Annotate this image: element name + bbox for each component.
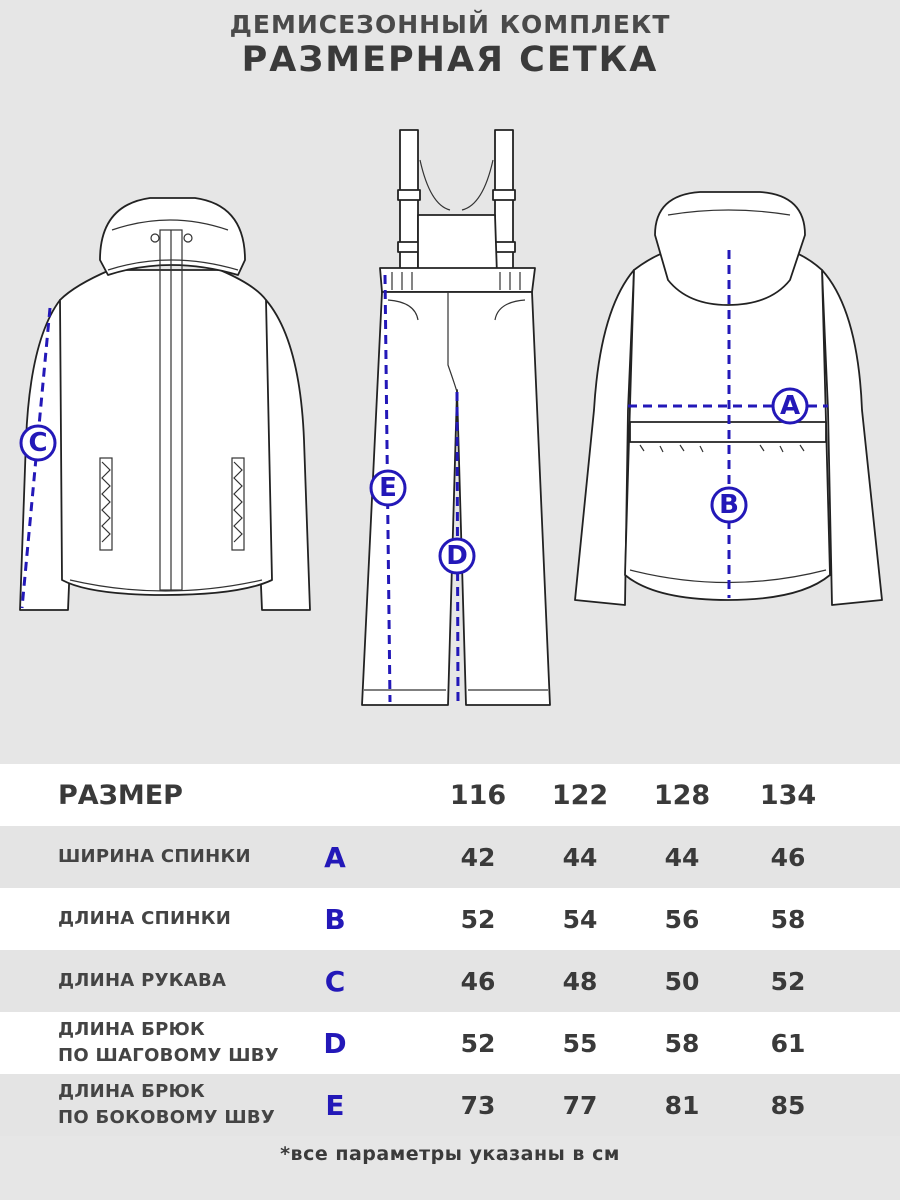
jacket-front-drawing bbox=[20, 198, 310, 610]
garment-svg bbox=[0, 110, 900, 760]
jacket-back-drawing bbox=[575, 192, 882, 605]
table-row-e bbox=[0, 1074, 900, 1136]
garment-drawings bbox=[0, 110, 900, 760]
row-value: 52 bbox=[770, 966, 806, 996]
row-value: 56 bbox=[664, 904, 700, 934]
row-label: ДЛИНА БРЮК ПО БОКОВОМУ ШВУ bbox=[58, 1081, 276, 1128]
table-row-d bbox=[0, 1012, 900, 1074]
row-letter: A bbox=[324, 840, 346, 874]
row-value: 73 bbox=[460, 1090, 496, 1120]
row-value: 85 bbox=[770, 1090, 806, 1120]
marker-b bbox=[712, 488, 746, 522]
row-letter: C bbox=[324, 964, 346, 998]
size-122: 122 bbox=[551, 779, 609, 811]
row-label: ДЛИНА БРЮК ПО ШАГОВОМУ ШВУ bbox=[58, 1019, 279, 1066]
size-table bbox=[0, 764, 900, 1136]
size-128: 128 bbox=[653, 779, 711, 811]
marker-c bbox=[21, 426, 55, 460]
bib-pants-drawing bbox=[362, 130, 550, 705]
row-value: 52 bbox=[460, 1028, 496, 1058]
row-value: 77 bbox=[562, 1090, 598, 1120]
size-116: 116 bbox=[449, 779, 507, 811]
row-value: 50 bbox=[664, 966, 700, 996]
row-value: 44 bbox=[664, 842, 700, 872]
svg-text:A: A bbox=[779, 391, 801, 421]
row-letter: D bbox=[323, 1026, 347, 1060]
table-row-b bbox=[0, 888, 900, 950]
footnote: *все параметры указаны в см bbox=[280, 1143, 620, 1165]
marker-d bbox=[440, 539, 474, 573]
row-value: 46 bbox=[770, 842, 806, 872]
row-value: 81 bbox=[664, 1090, 700, 1120]
row-value: 55 bbox=[562, 1028, 598, 1058]
marker-a bbox=[773, 389, 807, 423]
row-value: 61 bbox=[770, 1028, 806, 1058]
row-letter: E bbox=[325, 1088, 345, 1122]
svg-text:C: C bbox=[28, 428, 48, 458]
page-subtitle: ДЕМИСЕЗОННЫЙ КОМПЛЕКТ bbox=[229, 10, 671, 39]
page-title: РАЗМЕРНАЯ СЕТКА bbox=[241, 40, 659, 80]
row-value: 58 bbox=[664, 1028, 700, 1058]
size-134: 134 bbox=[759, 779, 817, 811]
row-value: 48 bbox=[562, 966, 598, 996]
row-value: 58 bbox=[770, 904, 806, 934]
row-value: 44 bbox=[562, 842, 598, 872]
row-label: ШИРИНА СПИНКИ bbox=[58, 846, 251, 867]
marker-e bbox=[371, 471, 405, 505]
table-row-c bbox=[0, 950, 900, 1012]
row-label: ДЛИНА СПИНКИ bbox=[58, 908, 232, 929]
svg-text:D: D bbox=[446, 541, 468, 571]
size-table-header-row bbox=[0, 764, 900, 826]
row-value: 54 bbox=[562, 904, 598, 934]
row-value: 42 bbox=[460, 842, 496, 872]
svg-text:E: E bbox=[379, 473, 397, 503]
svg-text:B: B bbox=[719, 490, 739, 520]
table-row-a bbox=[0, 826, 900, 888]
row-value: 52 bbox=[460, 904, 496, 934]
size-header-label: РАЗМЕР bbox=[58, 779, 183, 811]
row-label: ДЛИНА РУКАВА bbox=[58, 970, 227, 991]
row-letter: B bbox=[324, 902, 346, 936]
row-value: 46 bbox=[460, 966, 496, 996]
